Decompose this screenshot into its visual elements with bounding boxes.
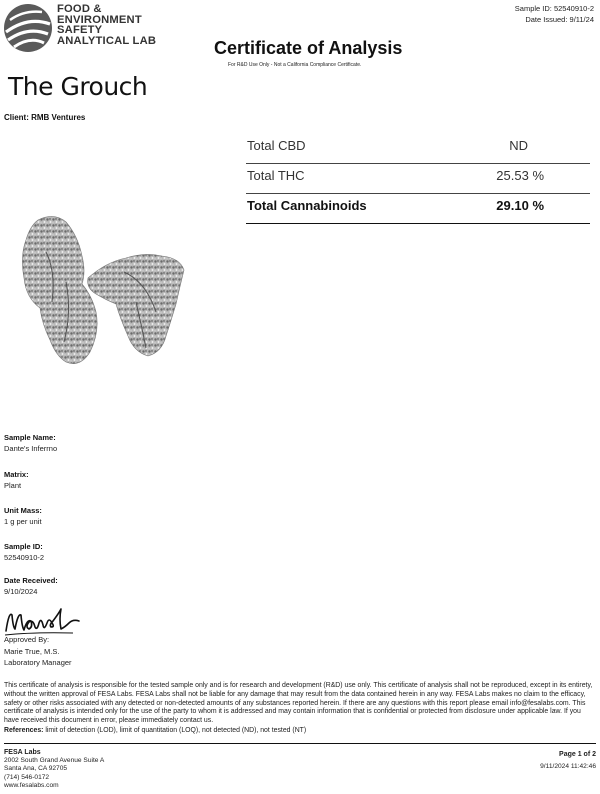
product-name: The Grouch — [8, 72, 148, 101]
summary-row-thc — [246, 164, 590, 194]
approved-by-label: Approved By: — [4, 635, 50, 644]
footer-meta — [540, 749, 596, 773]
sample-name-label: Sample Name: — [4, 433, 56, 442]
unit-mass-label: Unit Mass: — [4, 506, 42, 515]
references-text: limit of detection (LOD), limit of quantitation (LOQ), not detected (ND), not tested (NT) — [45, 727, 307, 734]
footer-address-line: Santa Ana, CA 92705 — [4, 765, 68, 773]
footer-divider — [4, 743, 596, 744]
header-date-issued: Date Issued: 9/11/24 — [525, 15, 594, 24]
summary-label: Total THC — [247, 168, 305, 183]
logo-line: SAFETY — [57, 24, 103, 36]
footer-website[interactable]: www.fesalabs.com — [4, 781, 59, 789]
sample-name-value: Dante's Inferrno — [4, 444, 58, 453]
sample-id-value: 52540910-2 — [4, 553, 45, 562]
summary-label: Total Cannabinoids — [247, 198, 367, 213]
approval-block — [4, 634, 72, 669]
approver-name: Marie True, M.S. — [4, 646, 60, 656]
date-received-label: Date Received: — [4, 576, 58, 585]
sample-id-label: Sample ID: — [4, 542, 43, 551]
page-number: Page 1 of 2 — [559, 751, 596, 758]
summary-value: 29.10 % — [496, 198, 544, 213]
cannabinoid-summary — [246, 134, 590, 224]
unit-mass-value: 1 g per unit — [4, 517, 42, 526]
signature-image — [3, 605, 83, 637]
bud-left — [22, 216, 97, 363]
logo-line: FOOD & — [57, 3, 102, 15]
sample-photo — [16, 212, 191, 377]
header-sample-id: Sample ID: 52540910-2 — [514, 4, 594, 13]
references-label: References: — [4, 727, 44, 734]
matrix-value: Plant — [4, 481, 22, 490]
summary-row-total — [246, 194, 590, 224]
summary-row-cbd — [246, 134, 590, 164]
footer-address — [4, 749, 104, 790]
footer-company: FESA Labs — [4, 749, 41, 756]
page-subtitle: For R&D Use Only - Not a California Compliance Certificate. — [228, 62, 362, 68]
logo-globe-icon — [4, 4, 52, 52]
footer-timestamp: 9/11/2024 11:42:46 — [540, 763, 596, 770]
header-meta — [515, 3, 594, 25]
footer-address-line: 2002 South Grand Avenue Suite A — [4, 757, 105, 765]
summary-value: ND — [509, 138, 528, 153]
references — [4, 727, 306, 734]
matrix-label: Matrix: — [4, 470, 29, 479]
logo-text — [57, 4, 156, 46]
logo-line: ENVIRONMENT — [57, 13, 142, 26]
approver-title: Laboratory Manager — [4, 658, 72, 667]
logo-line: ANALYTICAL LAB — [57, 34, 157, 47]
summary-label: Total CBD — [247, 138, 306, 153]
disclaimer-text: This certificate of analysis is responsible for the tested sample only and is for research and development (R&D) use only. This certificate of analysis shall not be reproduced, except in its entirety, without the written approval of FESA Labs. FESA Labs shall not be liable for any damage that may result from the data contained herein in any way. FESA Labs makes no claim to the efficacy, safety or other risks associated with any detected or non-detected amounts of any substances reported herein. If there are any questions with this report please email info@fesalabs.com. This certificate of analysis is intended only for the use of the party to whom it is addressed and may contain information that is confidential or protected from disclosure under applicable law. If you have received this document in error, please immediately contact us. — [4, 682, 593, 725]
bud-right — [88, 254, 184, 356]
date-received-value: 9/10/2024 — [4, 587, 38, 596]
footer-phone: (714) 546-0172 — [4, 773, 50, 781]
page-title: Certificate of Analysis — [214, 38, 403, 58]
client-name: Client: RMB Ventures — [4, 113, 86, 122]
summary-value: 25.53 % — [496, 168, 544, 183]
